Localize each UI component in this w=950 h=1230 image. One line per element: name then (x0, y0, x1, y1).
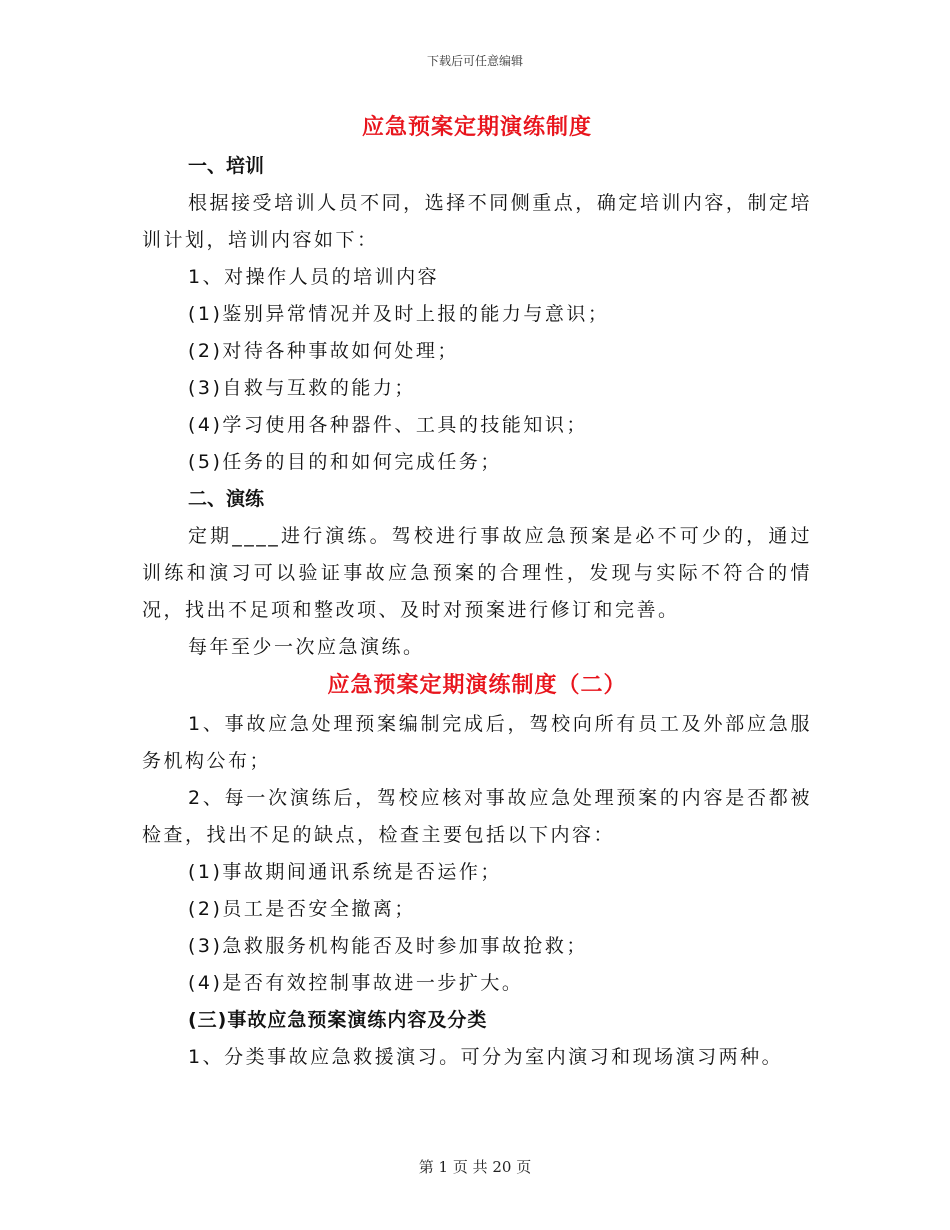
drill-note: 每年至少一次应急演练。 (188, 636, 425, 658)
training-subheading: 1、对操作人员的培训内容 (188, 266, 440, 288)
list-item: (4)学习使用各种器件、工具的技能知识； (188, 414, 588, 436)
drill-paragraph: 定期____进行演练。驾校进行事故应急预案是必不可少的，通过训练和演习可以验证事故应急预案的合理性，发现与实际不符合的情况，找出不足项和整改项、及时对预案进行修订和完善。 (142, 525, 812, 621)
list-item: (2)对待各种事故如何处理； (188, 340, 459, 362)
list-item: (1)事故期间通讯系统是否运作； (188, 861, 502, 883)
list-item: (3)自救与互救的能力； (188, 377, 416, 399)
list-item: (5)任务的目的和如何完成任务； (188, 451, 502, 473)
list-item: (4)是否有效控制事故进一步扩大。 (188, 972, 524, 994)
header-note: 下载后可任意编辑 (426, 54, 523, 68)
part2-paragraph-2: 2、每一次演练后，驾校应核对事故应急处理预案的内容是否都被检查，找出不足的缺点，检查主要包括以下内容： (142, 787, 812, 846)
document-body (142, 108, 812, 1076)
document-title: 应急预案定期演练制度 (361, 115, 592, 140)
part3-paragraph: 1、分类事故应急救援演习。可分为室内演习和现场演习两种。 (188, 1046, 784, 1068)
section-heading-training: 一、培训 (188, 155, 265, 177)
page-number: 第 1 页 共 20 页 (418, 1158, 532, 1176)
training-intro: 根据接受培训人员不同，选择不同侧重点，确定培训内容，制定培训计划，培训内容如下： (142, 192, 812, 251)
section-heading-drill: 二、演练 (188, 488, 265, 510)
part2-paragraph-1: 1、事故应急处理预案编制完成后，驾校向所有员工及外部应急服务机构公布； (142, 713, 812, 772)
section-heading-drill-content: (三)事故应急预案演练内容及分类 (188, 1009, 488, 1031)
list-item: (2)员工是否安全撤离； (188, 898, 416, 920)
list-item: (3)急救服务机构能否及时参加事故抢救； (188, 935, 588, 957)
document-title-part-2: 应急预案定期演练制度（二） (327, 673, 627, 698)
list-item: (1)鉴别异常情况并及时上报的能力与意识； (188, 303, 610, 325)
